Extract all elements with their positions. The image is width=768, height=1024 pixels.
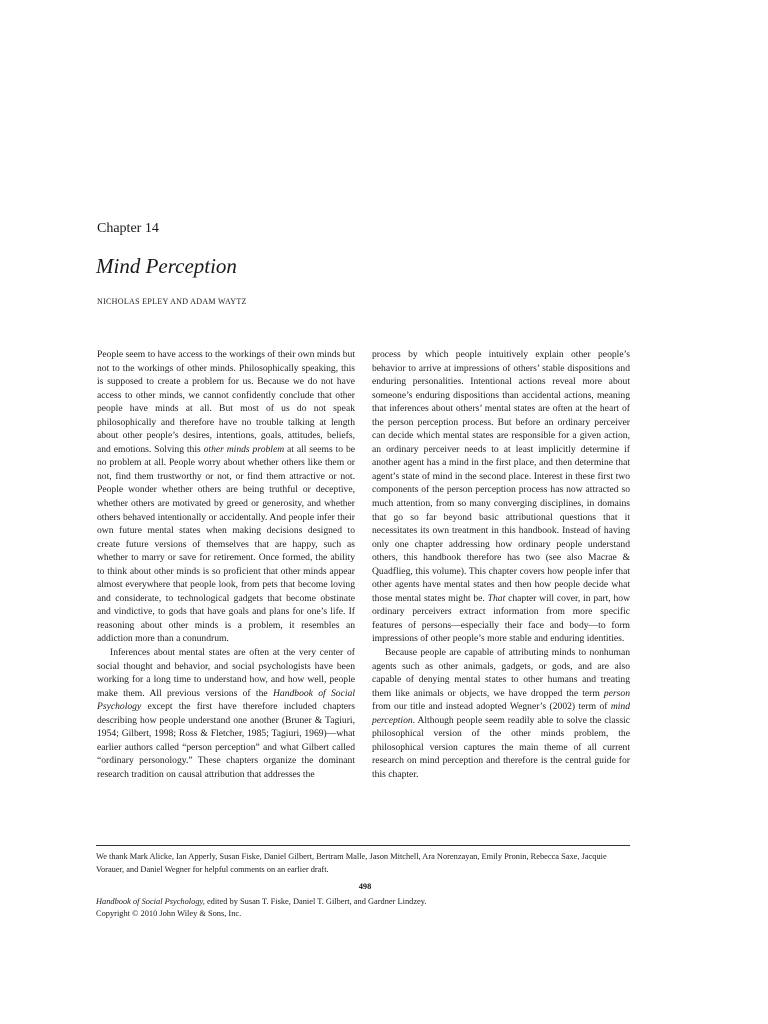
page-number: 498 (358, 882, 372, 891)
text-run: People seem to have access to the workings of their own minds but not to the workings of other minds. Philosophically speaking, this is supposed to create a problem for us. Because we do not have access to other minds, we cannot confidently conclude that other people have minds at all. But most of us do not speak philosophically and therefore have no trouble talking at length about other people’s desires, intentions, goals, attitudes, beliefs, and emotions. Solving this (97, 349, 355, 455)
footnote-rule (96, 845, 630, 846)
emphasis: mind perception (372, 701, 630, 726)
paragraph (372, 348, 630, 646)
emphasis: That (487, 592, 506, 604)
text-run: from our title and instead adopted Wegner’s (2002) term of (372, 701, 611, 713)
paragraph (372, 646, 630, 781)
chapter-title: Mind Perception (96, 254, 237, 278)
book-title: Handbook of Social Psychology, (96, 897, 205, 906)
emphasis: Handbook of Social Psychology (97, 687, 355, 713)
text-run: except the first have therefore included chapters describing how people understand one another (Bruner & Tagiuri, 1954; Gilbert, 1998; Ross & Fletcher, 1985; Tagiuri, 1969)—what earlier authors called “person perception” and what Gilbert called “ordinary personology.” These chapters organize the dominant research tradition on causal attribution that addresses the (97, 701, 355, 780)
editors: edited by Susan T. Fiske, Daniel T. Gilbert, and Gardner Lindzey. (204, 897, 427, 906)
text-run: process by which people intuitively explain other people’s behavior to arrive at impressions of others’ stable dispositions and enduring personalities. Intentional actions reveal more about someone’s enduring dispositions than accidental actions, meaning that inferences about others’ mental states are often at the heart of the person perception process. But before an ordinary perceiver can decide which mental states are responsible for a given action, an ordinary perceiver needs to at least implicitly determine if another agent has a mind in the first place, and then determine that agent’s state of mind in the second place. Interest in these first two components of the person perception process has now attracted so much attention, from so many converging disciplines, in domains that go so far beyond basic attributional questions that it necessitates its own treatment in this handbook. Instead of having only one chapter addressing how ordinary people understand others, this handbook therefore has two (see also Macrae & Quadflieg, this volume). This chapter covers how people infer that other agents have mental states and then how people decide what those mental states might be. (372, 349, 630, 604)
emphasis: person (603, 687, 630, 699)
paragraph (97, 348, 355, 646)
source-line (96, 896, 656, 908)
chapter-label: Chapter 14 (97, 221, 159, 236)
emphasis: other minds problem (203, 443, 285, 455)
paragraph (97, 646, 355, 781)
footnote: We thank Mark Alicke, Ian Apperly, Susan Fiske, Daniel Gilbert, Bertram Malle, Jason Mitchell, Ara Norenzayan, Emily Pronin, Rebecca Saxe, Jacquie Vorauer, and Daniel Wegner for helpful comments on an earlier draft. (96, 852, 607, 874)
chapter-authors: NICHOLAS EPLEY AND ADAM WAYTZ (97, 297, 247, 306)
body-column-left (97, 348, 355, 782)
text-run: chapter will cover, in part, how ordinary perceivers extract information from more specific features of persons—especially their face and body—to form impressions of other people’s more stable and enduring identities. (372, 592, 630, 645)
text-run: Inferences about mental states are often at the very center of social thought and behavior, and social psychologists have been working for a long time to understand how, and how well, people make them. All previous versions of the (97, 647, 355, 699)
text-run: Because people are capable of attributing minds to nonhuman agents such as other animals, gadgets, or gods, and are also capable of denying mental states to other humans and treating them like animals or objects, we have dropped the term (372, 647, 630, 699)
text-run: . Although people seem readily able to solve the classic philosophical version of the other minds problem, the philosophical version captures the main theme of all current research on mind perception and therefore is the central guide for this chapter. (372, 714, 630, 780)
text-run: at all seems to be no problem at all. People worry about whether others like them or not, find them trustworthy or not, or find them attractive or not. People wonder whether others are being truthful or deceptive, whether others are motivated by greed or generosity, and whether others behaved intentionally or accidentally. And people infer their own future mental states when making decisions designed to create future versions of themselves that are happy, such as whether to marry or save for retirement. Once formed, the ability to think about other minds is so proficient that other minds appear almost everywhere that people look, from pets that become loving and considerate, to technological gadgets that become obstinate and vindictive, to gods that have goals and plans for one’s life. If reasoning about other minds is a problem, it resembles an addiction more than a conundrum. (97, 443, 355, 645)
copyright: Copyright © 2010 John Wiley & Sons, Inc. (96, 909, 242, 918)
body-column-right (372, 348, 630, 782)
